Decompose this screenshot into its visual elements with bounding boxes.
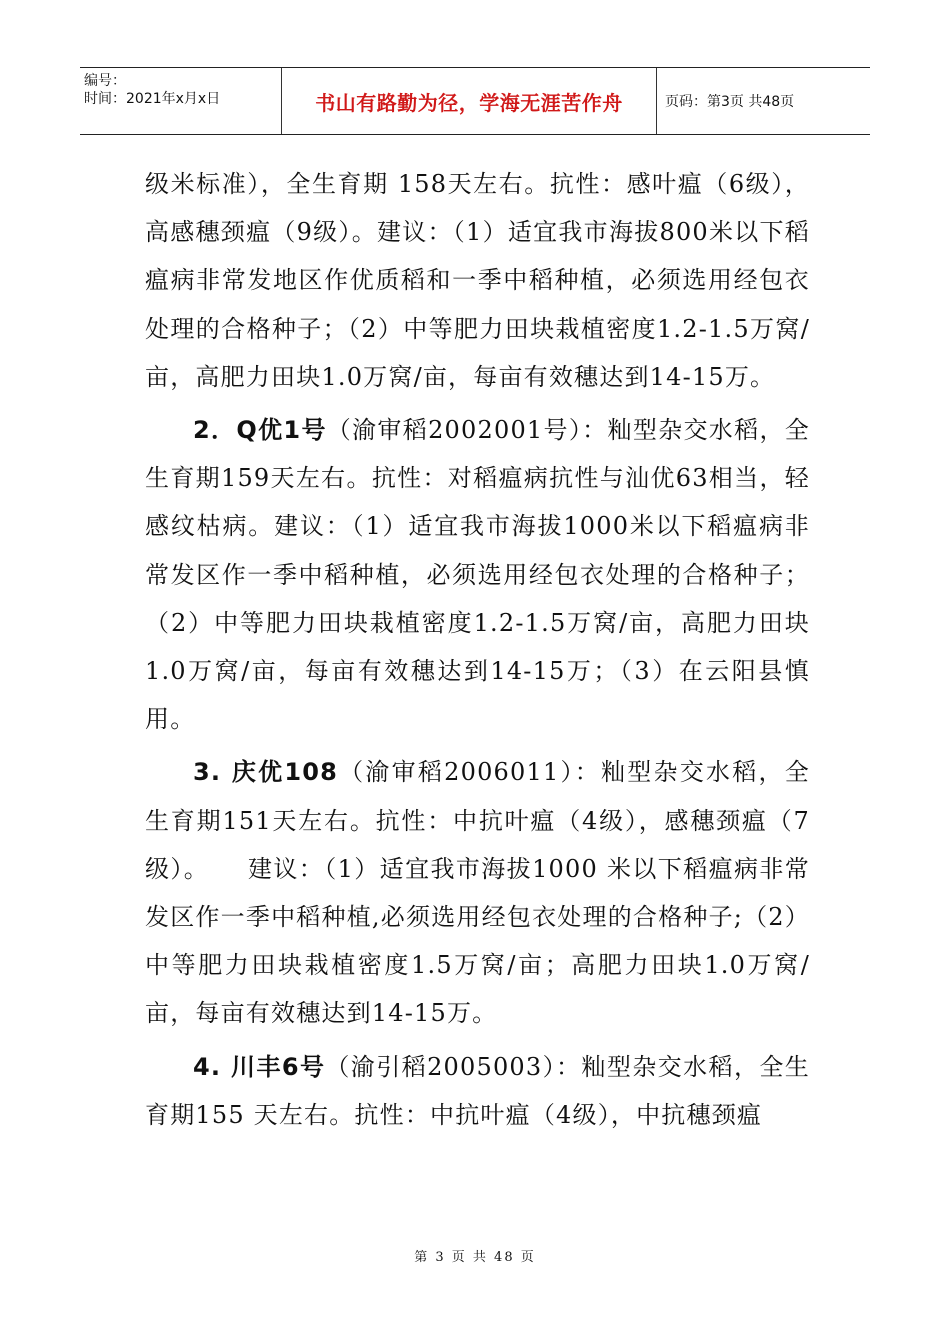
variety-4-title: 4. 川丰6号	[193, 1052, 326, 1081]
page-header	[80, 67, 870, 135]
page-footer: 第 3 页 共 48 页	[414, 1250, 536, 1265]
header-motto: 书山有路勤为径，学海无涯苦作舟	[282, 68, 657, 134]
header-meta	[80, 68, 282, 134]
document-body	[145, 160, 810, 1144]
variety-3-title: 3. 庆优108	[193, 758, 339, 787]
paragraph-continuation: 级米标准），全生育期 158天左右。抗性：感叶瘟（6级），高感穗颈瘟（9级）。建议：（1）适宜我市海拔800米以下稻瘟病非常发地区作优质稻和一季中稻种植，必须选用经包衣处理的合格种子；（2）中等肥力田块栽植密度1.2-1.5万窝/亩，高肥力田块1.0万窝/亩，每亩有效穗达到14-15万。	[145, 170, 810, 391]
variety-section-3	[145, 748, 810, 1037]
variety-section-4	[145, 1043, 810, 1139]
header-page-info: 页码：第3页 共48页	[665, 94, 795, 110]
document-time-label: 时间：2021年x月x日	[84, 91, 221, 107]
variety-2-text: （渝审稻2002001号）：籼型杂交水稻，全生育期159天左右。抗性：对稻瘟病抗性与汕优63相当，轻感纹枯病。建议：（1）适宜我市海拔1000米以下稻瘟病非常发区作一季中稻种植，必须选用经包衣处理的合格种子；（2）中等肥力田块栽植密度1.2-1.5万窝/亩，高肥力田块1.0万窝/亩，每亩有效穗达到14-15万；（3）在云阳县慎用。	[145, 416, 810, 734]
variety-2-title: 2．Q优1号	[193, 416, 327, 445]
document-number-label: 编号：	[84, 73, 126, 89]
variety-section-2	[145, 406, 810, 743]
variety-4-text: （渝引稻2005003）：籼型杂交水稻，全生育期155 天左右。抗性：中抗叶瘟（4级），中抗穗颈瘟	[145, 1052, 810, 1129]
variety-3-text: （渝审稻2006011）：籼型杂交水稻，全生育期151天左右。抗性：中抗叶瘟（4级），感穗颈瘟（7级）。 建议：（1）适宜我市海拔1000 米以下稻瘟病非常发区作一季中稻种植,必须选用经包衣处理的合格种子;（2）中等肥力田块栽植密度1.5万窝/亩；高肥力田块1.0万窝/亩，每亩有效穗达到14-15万。	[145, 758, 810, 1028]
